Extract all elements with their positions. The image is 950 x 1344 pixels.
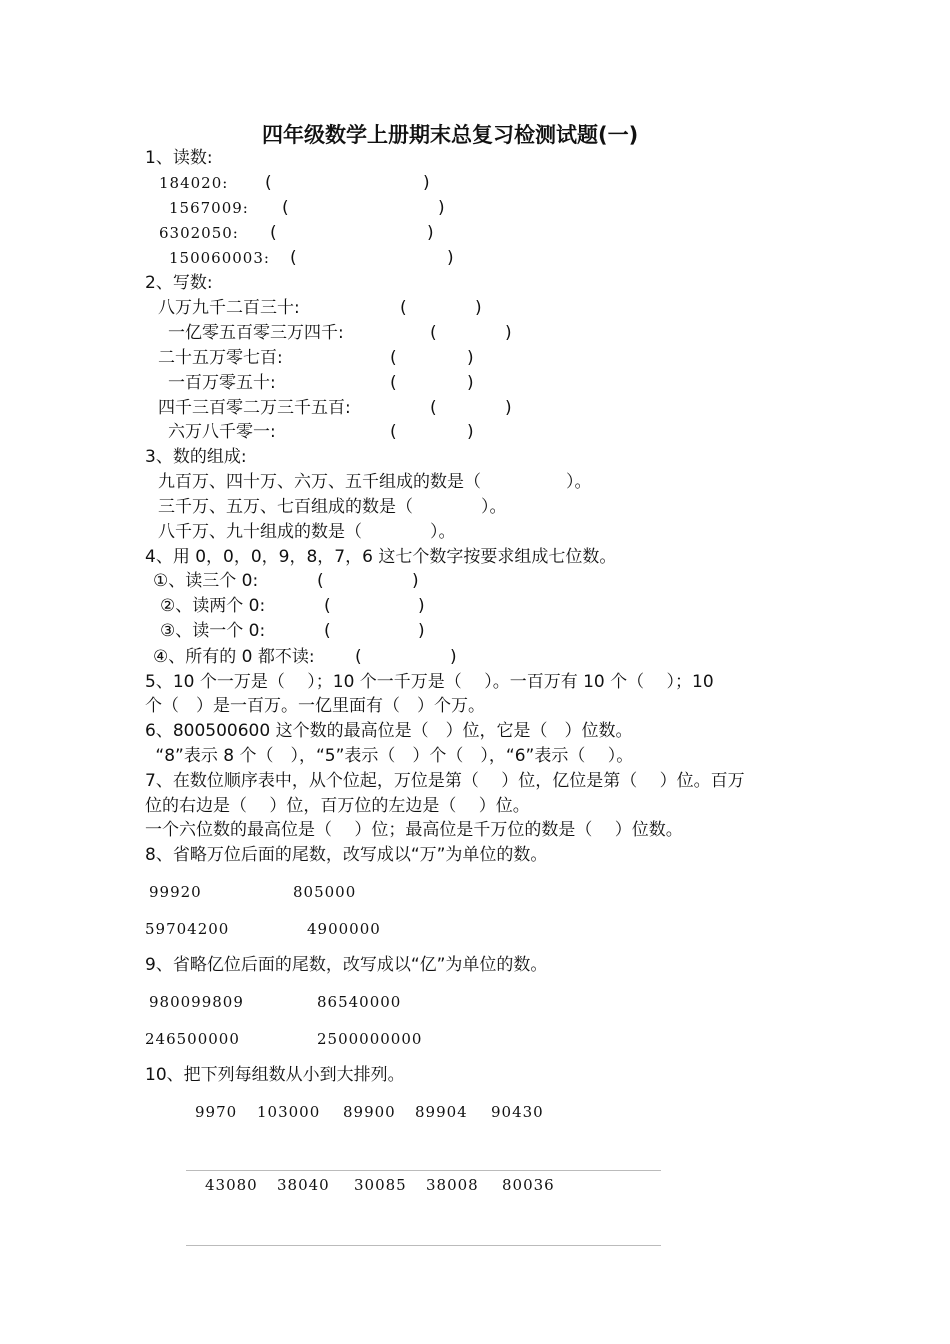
q8-number: 99920 [149, 883, 202, 901]
paren-open: ( [324, 621, 331, 641]
paren-open: ( [317, 571, 324, 591]
paren-open: ( [270, 223, 277, 243]
q4-item: ①、读三个 0: [153, 571, 259, 591]
q2-item: 二十五万零七百: [158, 348, 283, 368]
q8-number: 805000 [293, 883, 357, 901]
paren-open: ( [355, 647, 362, 667]
q2-item: 一百万零五十: [168, 373, 276, 393]
paren-close: ) [505, 398, 512, 418]
q3-heading: 3、数的组成: [145, 447, 247, 467]
q4-item: ③、读一个 0: [160, 621, 266, 641]
q1-heading: 1、读数: [145, 148, 213, 168]
q3-item: 八千万、九十组成的数是（ ）。 [158, 522, 456, 542]
q6-line: “8”表示 8 个（ ），“5”表示（ ）个（ ），“6”表示（ ）。 [150, 746, 634, 766]
q3-item: 三千万、五万、七百组成的数是（ ）。 [158, 497, 507, 517]
q9-number: 2500000000 [317, 1030, 423, 1048]
q4-heading: 4、用 0，0，0，9，8，7，6 这七个数字按要求组成七位数。 [145, 547, 617, 567]
q1-item: 150060003: [169, 249, 270, 267]
q10-number: 30085 [354, 1176, 407, 1194]
paren-close: ) [418, 596, 425, 616]
paren-open: ( [265, 173, 272, 193]
q5-line: 5、10 个一万是（ ）；10 个一千万是（ ）。一百万有 10 个（ ）；10 [145, 672, 714, 692]
q10-number: 89904 [415, 1103, 468, 1121]
paren-close: ) [427, 223, 434, 243]
q1-item: 6302050: [159, 224, 239, 242]
q2-heading: 2、写数: [145, 273, 213, 293]
paren-open: ( [282, 198, 289, 218]
paren-open: ( [324, 596, 331, 616]
paren-close: ) [423, 173, 430, 193]
paren-close: ) [438, 198, 445, 218]
q10-number: 89900 [343, 1103, 396, 1121]
paren-close: ) [412, 571, 419, 591]
paren-close: ) [505, 323, 512, 343]
q10-number: 9970 [195, 1103, 238, 1121]
paren-close: ) [450, 647, 457, 667]
paren-open: ( [390, 373, 397, 393]
q2-item: 八万九千二百三十: [158, 298, 300, 318]
answer-line [186, 1245, 661, 1246]
q5-line: 个（ ）是一百万。一亿里面有（ ）个万。 [145, 696, 485, 716]
q9-number: 86540000 [317, 993, 402, 1011]
page-title: 四年级数学上册期末总复习检测试题(一) [262, 123, 639, 147]
q10-number: 43080 [205, 1176, 258, 1194]
q10-number: 38008 [426, 1176, 479, 1194]
q7-line: 位的右边是（ ）位，百万位的左边是（ ）位。 [145, 796, 530, 816]
q9-number: 980099809 [149, 993, 244, 1011]
answer-line [186, 1170, 661, 1171]
q6-line: 6、800500600 这个数的最高位是（ ）位，它是（ ）位数。 [145, 721, 633, 741]
paren-close: ) [475, 298, 482, 318]
q8-heading: 8、省略万位后面的尾数，改写成以“万”为单位的数。 [145, 845, 548, 865]
paren-open: ( [390, 348, 397, 368]
q10-heading: 10、把下列每组数从小到大排列。 [145, 1065, 405, 1085]
paren-open: ( [400, 298, 407, 318]
q9-heading: 9、省略亿位后面的尾数，改写成以“亿”为单位的数。 [145, 955, 548, 975]
paren-close: ) [447, 248, 454, 268]
paren-close: ) [467, 348, 474, 368]
q4-item: ④、所有的 0 都不读: [153, 647, 315, 667]
q8-number: 4900000 [307, 920, 381, 938]
paren-close: ) [418, 621, 425, 641]
paren-open: ( [390, 422, 397, 442]
q8-number: 59704200 [145, 920, 230, 938]
q10-number: 103000 [257, 1103, 321, 1121]
q10-number: 38040 [277, 1176, 330, 1194]
q10-number: 90430 [491, 1103, 544, 1121]
q4-item: ②、读两个 0: [160, 596, 266, 616]
q1-item: 1567009: [169, 199, 249, 217]
paren-open: ( [430, 323, 437, 343]
paren-close: ) [467, 373, 474, 393]
q7-line: 7、在数位顺序表中，从个位起，万位是第（ ）位，亿位是第（ ）位。百万 [145, 771, 745, 791]
q10-number: 80036 [502, 1176, 555, 1194]
q2-item: 一亿零五百零三万四千: [168, 323, 344, 343]
paren-close: ) [467, 422, 474, 442]
q2-item: 四千三百零二万三千五百: [158, 398, 351, 418]
q3-item: 九百万、四十万、六万、五千组成的数是（ ）。 [158, 472, 592, 492]
q9-number: 246500000 [145, 1030, 240, 1048]
q2-item: 六万八千零一: [168, 422, 276, 442]
paren-open: ( [290, 248, 297, 268]
paren-open: ( [430, 398, 437, 418]
q1-item: 184020: [159, 174, 229, 192]
q7-line: 一个六位数的最高位是（ ）位；最高位是千万位的数是（ ）位数。 [145, 820, 683, 840]
